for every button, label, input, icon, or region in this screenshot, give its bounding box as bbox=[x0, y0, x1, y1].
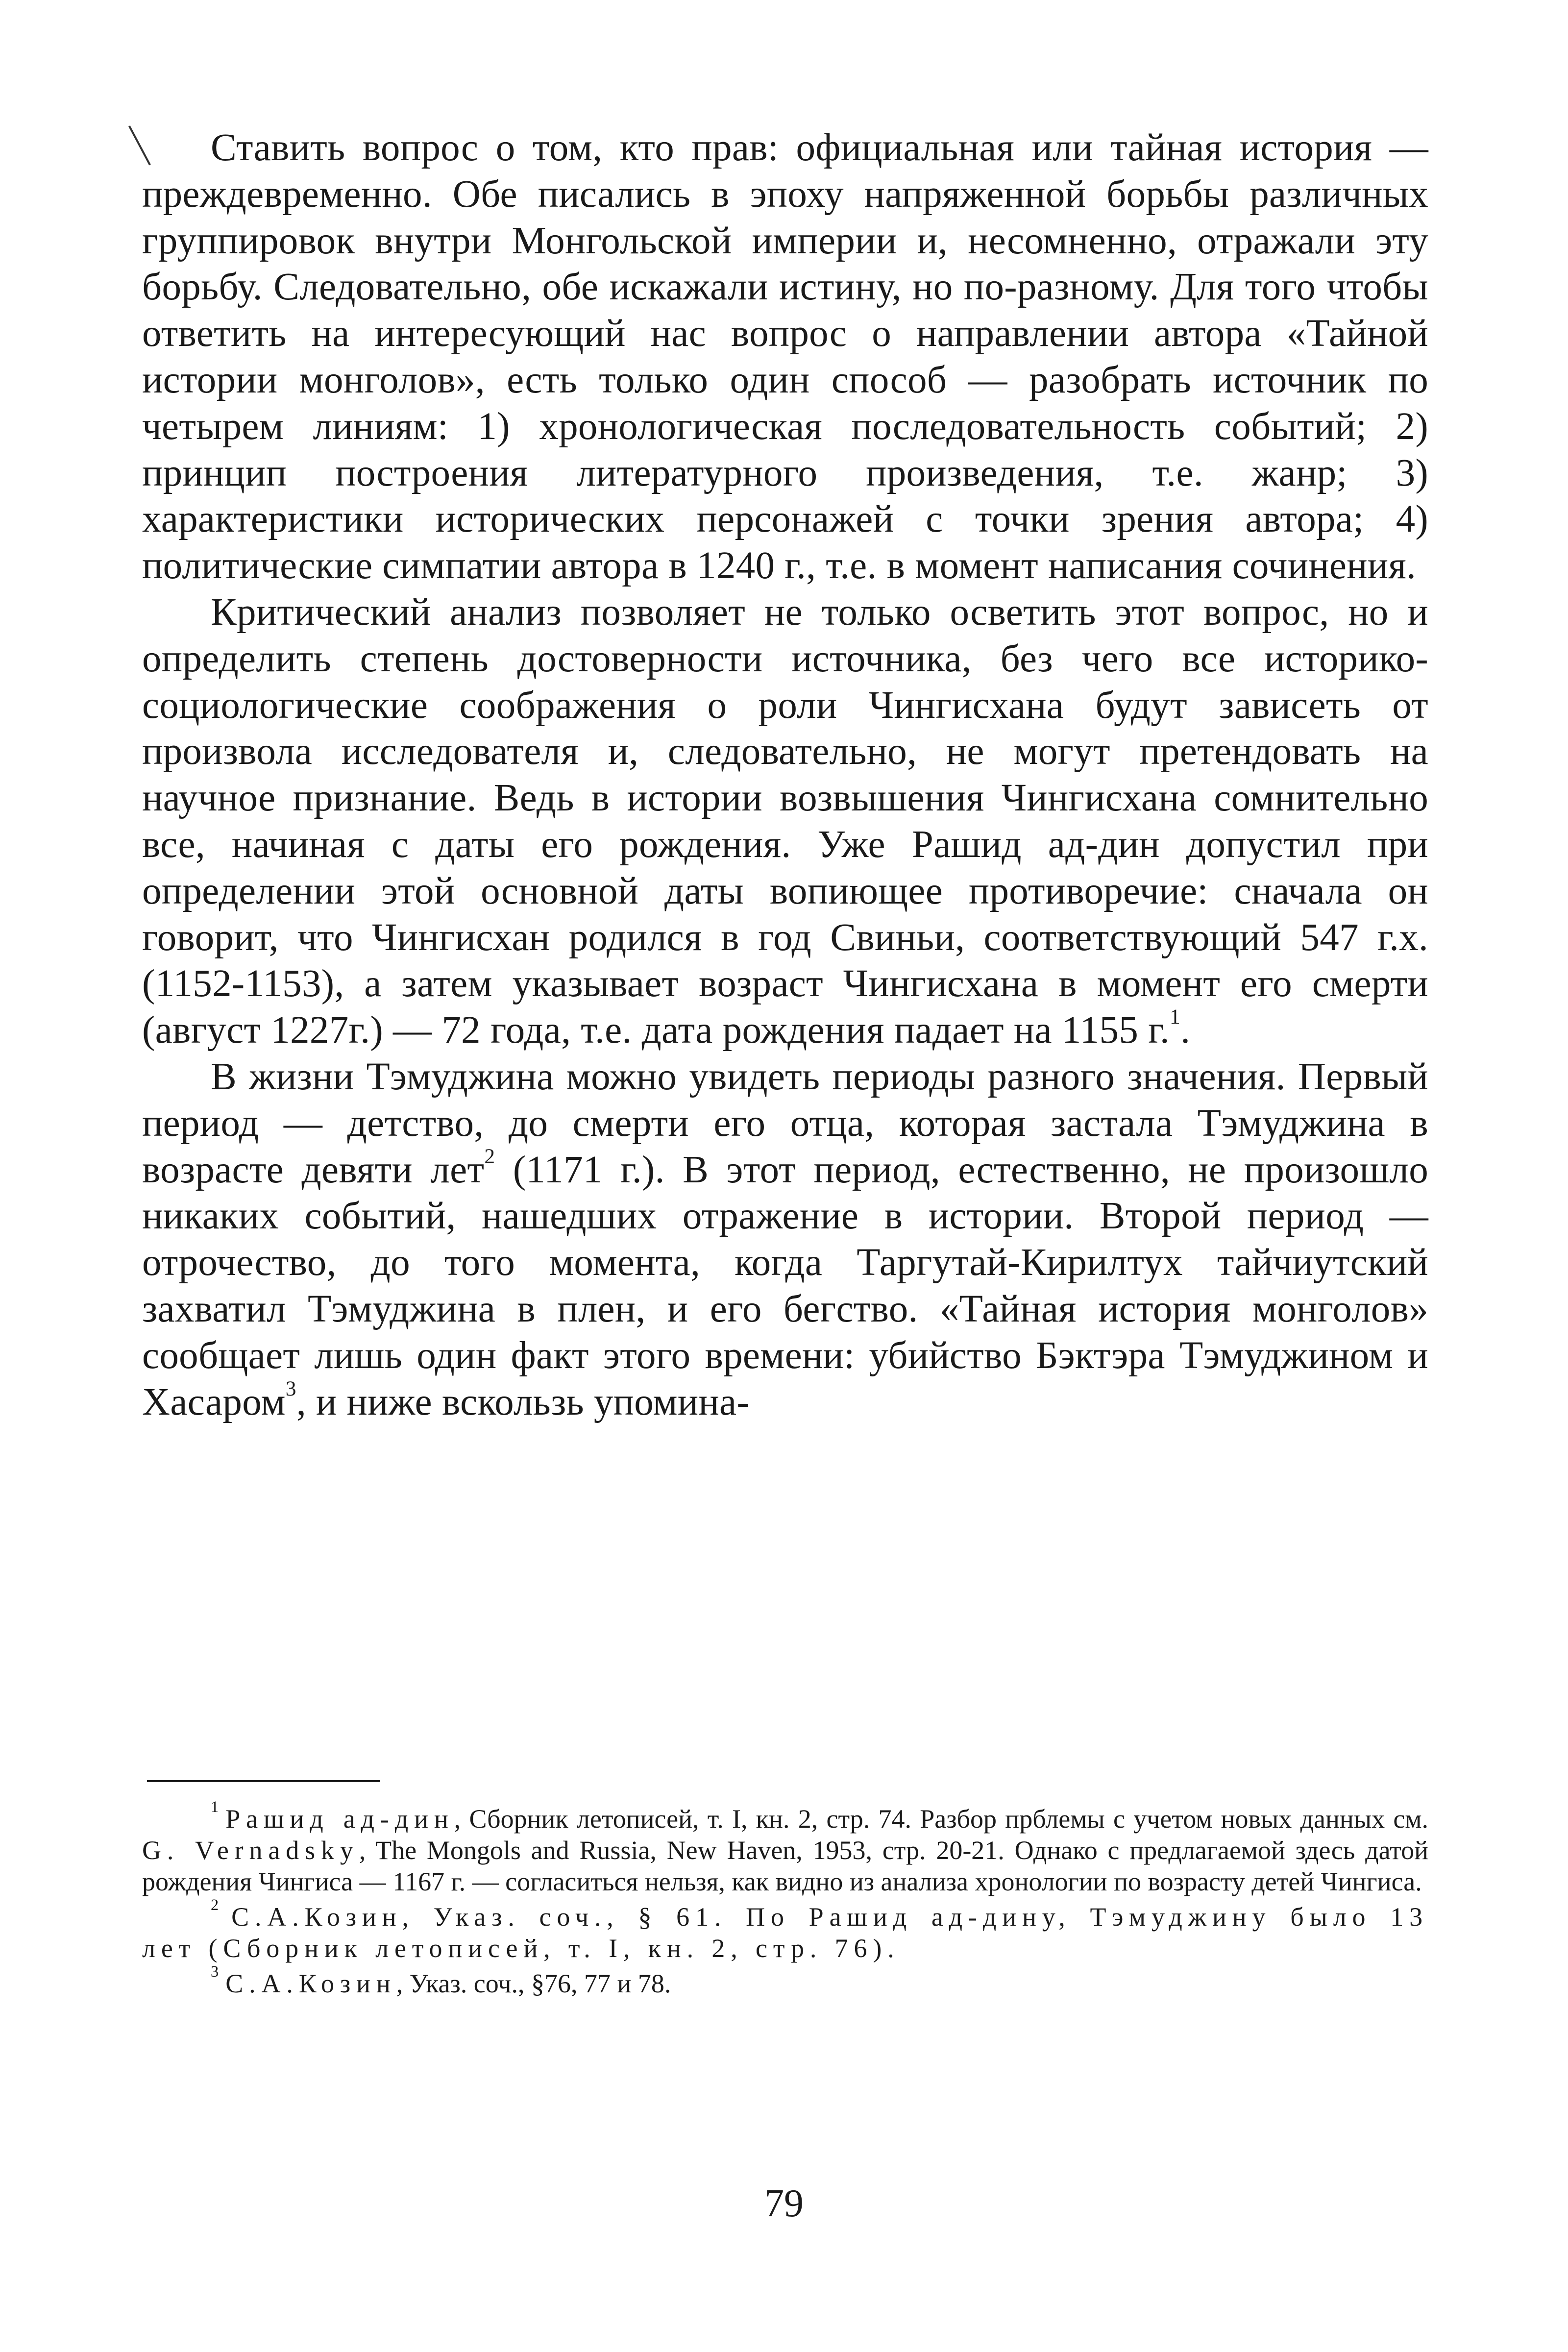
paragraph-3-text-a: В жизни Тэмуджина можно увидеть периоды разного значения. Первый период — детство, до смерти его отца, которая застала Тэмуджина в возрасте девяти лет bbox=[142, 1055, 1428, 1191]
paragraph-2: Критический анализ позволяет не только осветить этот вопрос, но и определить степень достоверности источника, без чего все историко-социологические соображения о роли Чингисхана будут зависеть от произвола исследователя и, следовательно, не могут претендовать на научное признание. Ведь в истории возвышения Чингисхана сомнительно все, начиная с даты его рождения. Уже Рашид ад-дин допустил при определении этой основной даты вопиющее противоречие: сначала он говорит, что Чингисхан родился в год Свиньи, соответствующий 547 г.х. (1152-1153), а затем указывает возраст Чингисхана в момент его смерти (август 1227г.) — 72 года, т.е. дата рождения падает на 1155 г.$^1$. bbox=[142, 590, 1428, 1052]
paragraph-3 bbox=[142, 1054, 1428, 1425]
footnote-1-author: Рашид ад-дин bbox=[225, 1804, 454, 1834]
footnote-3-text: , Указ. соч., §76, 77 и 78. bbox=[396, 1969, 671, 1998]
footnote-3 bbox=[142, 1962, 1428, 1999]
footnote-mark-3: 3 bbox=[211, 1962, 219, 1981]
footnote-ref-3: 3 bbox=[285, 1376, 296, 1400]
paragraph-3-text-b: (1171 г.). В этот период, естественно, не произошло никаких событий, нашедших отражение в истории. Второй период — отрочество, до того момента, когда Таргутай-Кирилтух тайчиутский захватил Тэмуджина в плен, и его бегство. «Тайная история монголов» сообщает лишь один факт этого времени: убийство Бэктэра Тэмуджином и Хасаром bbox=[142, 1148, 1428, 1423]
footnote-2-text: С.А.Козин, Указ. соч., § 61. По Рашид ад-дину, Тэмуджину было 13 лет (Сборник летописей, т. I, кн. 2, стр. 76). bbox=[142, 1902, 1428, 1963]
footnote-1-text: , Сборник летописей, т. I, кн. 2, стр. 74. Разбор прблемы с учетом новых данных см. bbox=[454, 1804, 1428, 1834]
footnote-1 bbox=[142, 1798, 1428, 1897]
footnotes bbox=[142, 1798, 1428, 1999]
footnote-mark-2: 2 bbox=[211, 1896, 225, 1914]
footnote-3-author: С.А.Козин bbox=[225, 1969, 396, 1998]
footnote-separator bbox=[147, 1780, 380, 1782]
footnote-1-author2: G. Vernadsky bbox=[142, 1836, 359, 1865]
paragraph-3-text-c: , и ниже вскользь упомина- bbox=[296, 1380, 750, 1423]
page-number: 79 bbox=[764, 2182, 804, 2225]
paragraph-1: Ставить вопрос о том, кто прав: официальная или тайная история — преждевременно. Обе писались в эпоху напряженной борьбы различных группировок внутри Монгольской империи и, несомненно, отражали эту борьбу. Следовательно, обе искажали истину, но по-разному. Для того чтобы ответить на интересующий нас вопрос о направлении автора «Тайной истории монголов», есть только один способ — разобрать источник по четырем линиям: 1) хронологическая последовательность событий; 2) принцип построения литературного произведения, т.е. жанр; 3) характеристики исторических персонажей с точки зрения автора; 4) политические симпатии автора в 1240 г., т.е. в момент написания сочинения. bbox=[142, 126, 1428, 588]
footnote-mark-1: 1 bbox=[211, 1798, 219, 1816]
footnote-2 bbox=[142, 1896, 1428, 1964]
footnote-ref-1: 1 bbox=[1170, 1005, 1181, 1029]
footnote-ref-2: 2 bbox=[484, 1144, 495, 1168]
main-text bbox=[142, 125, 1428, 1425]
paragraph-2-text: Критический анализ позволяет не только осветить этот вопрос, но и определить степень достоверности источника, без чего все историко-социологические соображения о роли Чингисхана будут зависеть от произвола исследователя и, следовательно, не могут претендовать на научное признание. Ведь в истории возвышения Чингисхана сомнительно все, начиная с даты его рождения. Уже Рашид ад-дин допустил при определении этой основной даты вопиющее противоречие: сначала он говорит, что Чингисхан родился в год Свиньи, соответствующий 547 г.х. (1152-1153), а затем указывает возраст Чингисхана в момент его смерти (август 1227г.) — 72 года, т.е. дата рождения падает на 1155 г. bbox=[142, 590, 1428, 1052]
footnote-1-text2: , The Mongols and Russia, New Haven, 1953, стр. 20-21. Однако с предлагаемой здесь датой рождения Чингиса — 1167 г. — согласиться нельзя, как видно из анализа хронологии по возрасту детей Чингиса. bbox=[142, 1836, 1428, 1896]
